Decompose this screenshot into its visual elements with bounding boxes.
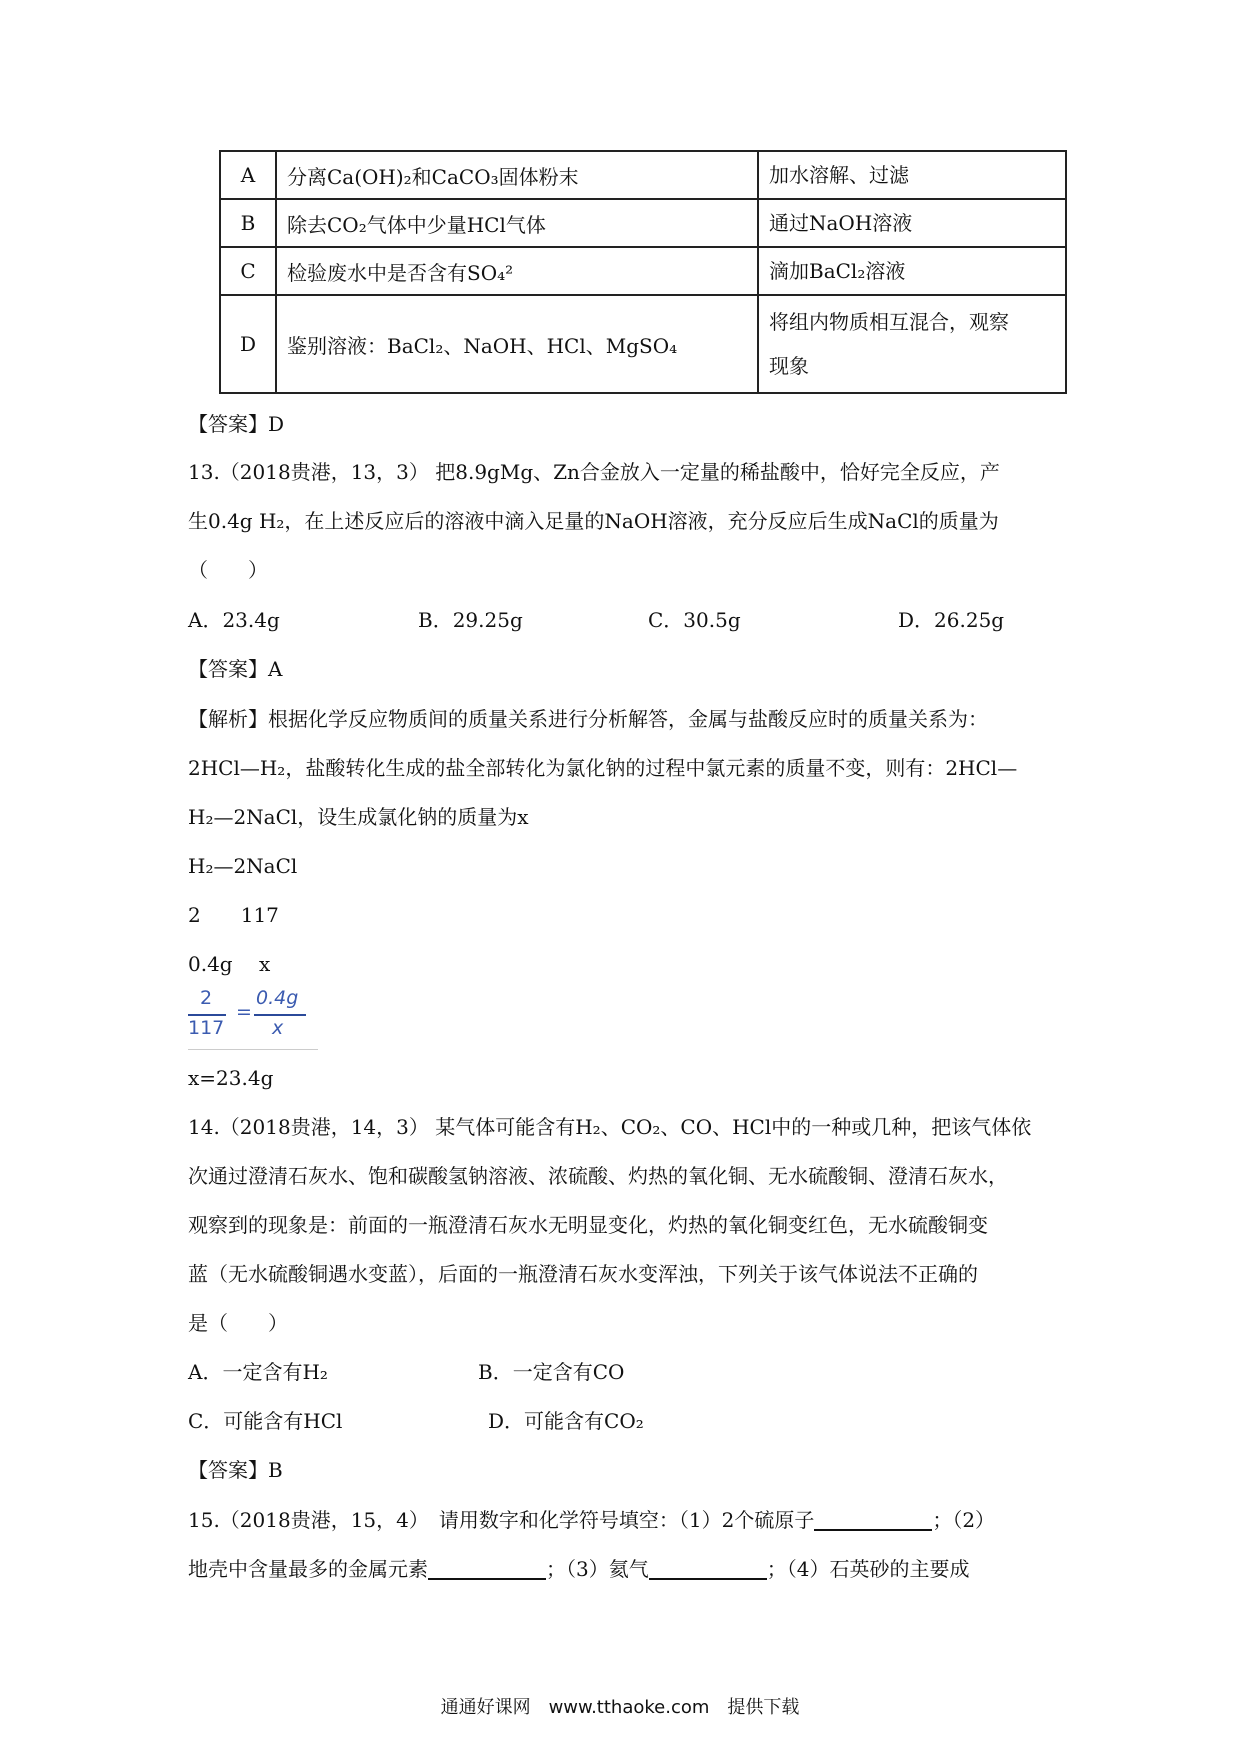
q13-stem-line: 13.（2018贵港，13，3） 把8.9gMg、Zn合金放入一定量的稀盐酸中，恰好完全反应，产 [188, 460, 1000, 484]
option-letter: B [220, 199, 276, 247]
table-row [220, 151, 1066, 199]
q14-stem-line: 是（ ） [188, 1311, 288, 1335]
fraction-denominator: x [272, 1017, 284, 1039]
table-row [220, 199, 1066, 247]
option-method: 通过NaOH溶液 [758, 199, 1066, 247]
q13-option-d: D．26.25g [898, 608, 1005, 632]
q13-option-b: B．29.25g [418, 608, 523, 632]
option-description: 检验废水中是否含有SO₄² [276, 247, 758, 295]
q14-stem-line: 观察到的现象是：前面的一瓶澄清石灰水无明显变化，灼热的氧化铜变红色，无水硫酸铜变 [188, 1213, 988, 1237]
fraction-numerator: 2 [200, 987, 213, 1009]
q13-analysis-line: H₂—2NaCl，设生成氯化钠的质量为x [188, 805, 529, 829]
q13-option-a: A．23.4g [188, 608, 280, 632]
image-underline [188, 1049, 318, 1050]
q13-analysis-line: H₂—2NaCl [188, 854, 298, 878]
option-description: 除去CO₂气体中少量HCl气体 [276, 199, 758, 247]
fraction-bar [254, 1014, 306, 1016]
fraction-numerator: 0.4g [256, 987, 299, 1009]
table-row [220, 295, 1066, 393]
q13-stem-line: （ ） [188, 558, 268, 582]
q15-text: ；（3）氦气 [546, 1557, 649, 1581]
q14-answer: 【答案】B [188, 1458, 283, 1482]
option-letter: D [220, 295, 276, 393]
fraction-bar [188, 1014, 226, 1016]
q15-text: 15.（2018贵港，15，4） 请用数字和化学符号填空：（1）2个硫原子 [188, 1508, 815, 1532]
q14-stem-line: 14.（2018贵港，14，3） 某气体可能含有H₂、CO₂、CO、HCl中的一种或几种，把该气体依 [188, 1115, 1032, 1139]
q13-stem-line: 生0.4g H₂，在上述反应后的溶液中滴入足量的NaOH溶液，充分反应后生成NaCl的质量为 [188, 509, 999, 533]
options-table [219, 150, 1067, 394]
equals-sign: = [236, 1001, 252, 1023]
page-footer: 通通好课网 www.tthaoke.com 提供下载 [440, 1697, 800, 1718]
q13-analysis-line: 【解析】根据化学反应物质间的质量关系进行分析解答，金属与盐酸反应时的质量关系为： [188, 707, 988, 731]
q15-text: 地壳中含量最多的金属元素 [188, 1557, 428, 1581]
answer-blank[interactable] [649, 1556, 767, 1580]
option-letter: A [220, 151, 276, 199]
q13-result: x=23.4g [188, 1066, 274, 1090]
q15-text: ；（2） [932, 1508, 996, 1532]
q13-analysis-line: 2HCl—H₂，盐酸转化生成的盐全部转化为氯化钠的过程中氯元素的质量不变，则有：2HCl— [188, 756, 1018, 780]
q12-answer: 【答案】D [188, 412, 285, 436]
option-description: 分离Ca(OH)₂和CaCO₃固体粉末 [276, 151, 758, 199]
q13-option-c: C．30.5g [648, 608, 741, 632]
proportion-equation [188, 987, 316, 1051]
q13-answer: 【答案】A [188, 657, 283, 681]
option-method: 加水溶解、过滤 [758, 151, 1066, 199]
q13-analysis-line: 0.4g x [188, 952, 271, 976]
q15-text: ；（4）石英砂的主要成 [766, 1557, 970, 1581]
table-row [220, 247, 1066, 295]
q15-line [188, 1555, 969, 1583]
q15-line [188, 1506, 995, 1534]
option-letter: C [220, 247, 276, 295]
fraction-denominator: 117 [188, 1017, 225, 1039]
q14-stem-line: 次通过澄清石灰水、饱和碳酸氢钠溶液、浓硫酸、灼热的氧化铜、无水硫酸铜、澄清石灰水， [188, 1164, 1008, 1188]
option-description: 鉴别溶液：BaCl₂、NaOH、HCl、MgSO₄ [276, 295, 758, 393]
q13-analysis-line: 2 117 [188, 903, 279, 927]
option-method: 滴加BaCl₂溶液 [758, 247, 1066, 295]
q14-option-d: D．可能含有CO₂ [488, 1409, 644, 1433]
q14-stem-line: 蓝（无水硫酸铜遇水变蓝），后面的一瓶澄清石灰水变浑浊，下列关于该气体说法不正确的 [188, 1262, 978, 1286]
q14-option-b: B．一定含有CO [478, 1360, 625, 1384]
q14-option-a: A．一定含有H₂ [188, 1360, 328, 1384]
answer-blank[interactable] [428, 1556, 546, 1580]
answer-blank[interactable] [814, 1507, 932, 1531]
option-method: 将组内物质相互混合，观察 现象 [758, 295, 1066, 393]
q14-option-c: C．可能含有HCl [188, 1409, 343, 1433]
